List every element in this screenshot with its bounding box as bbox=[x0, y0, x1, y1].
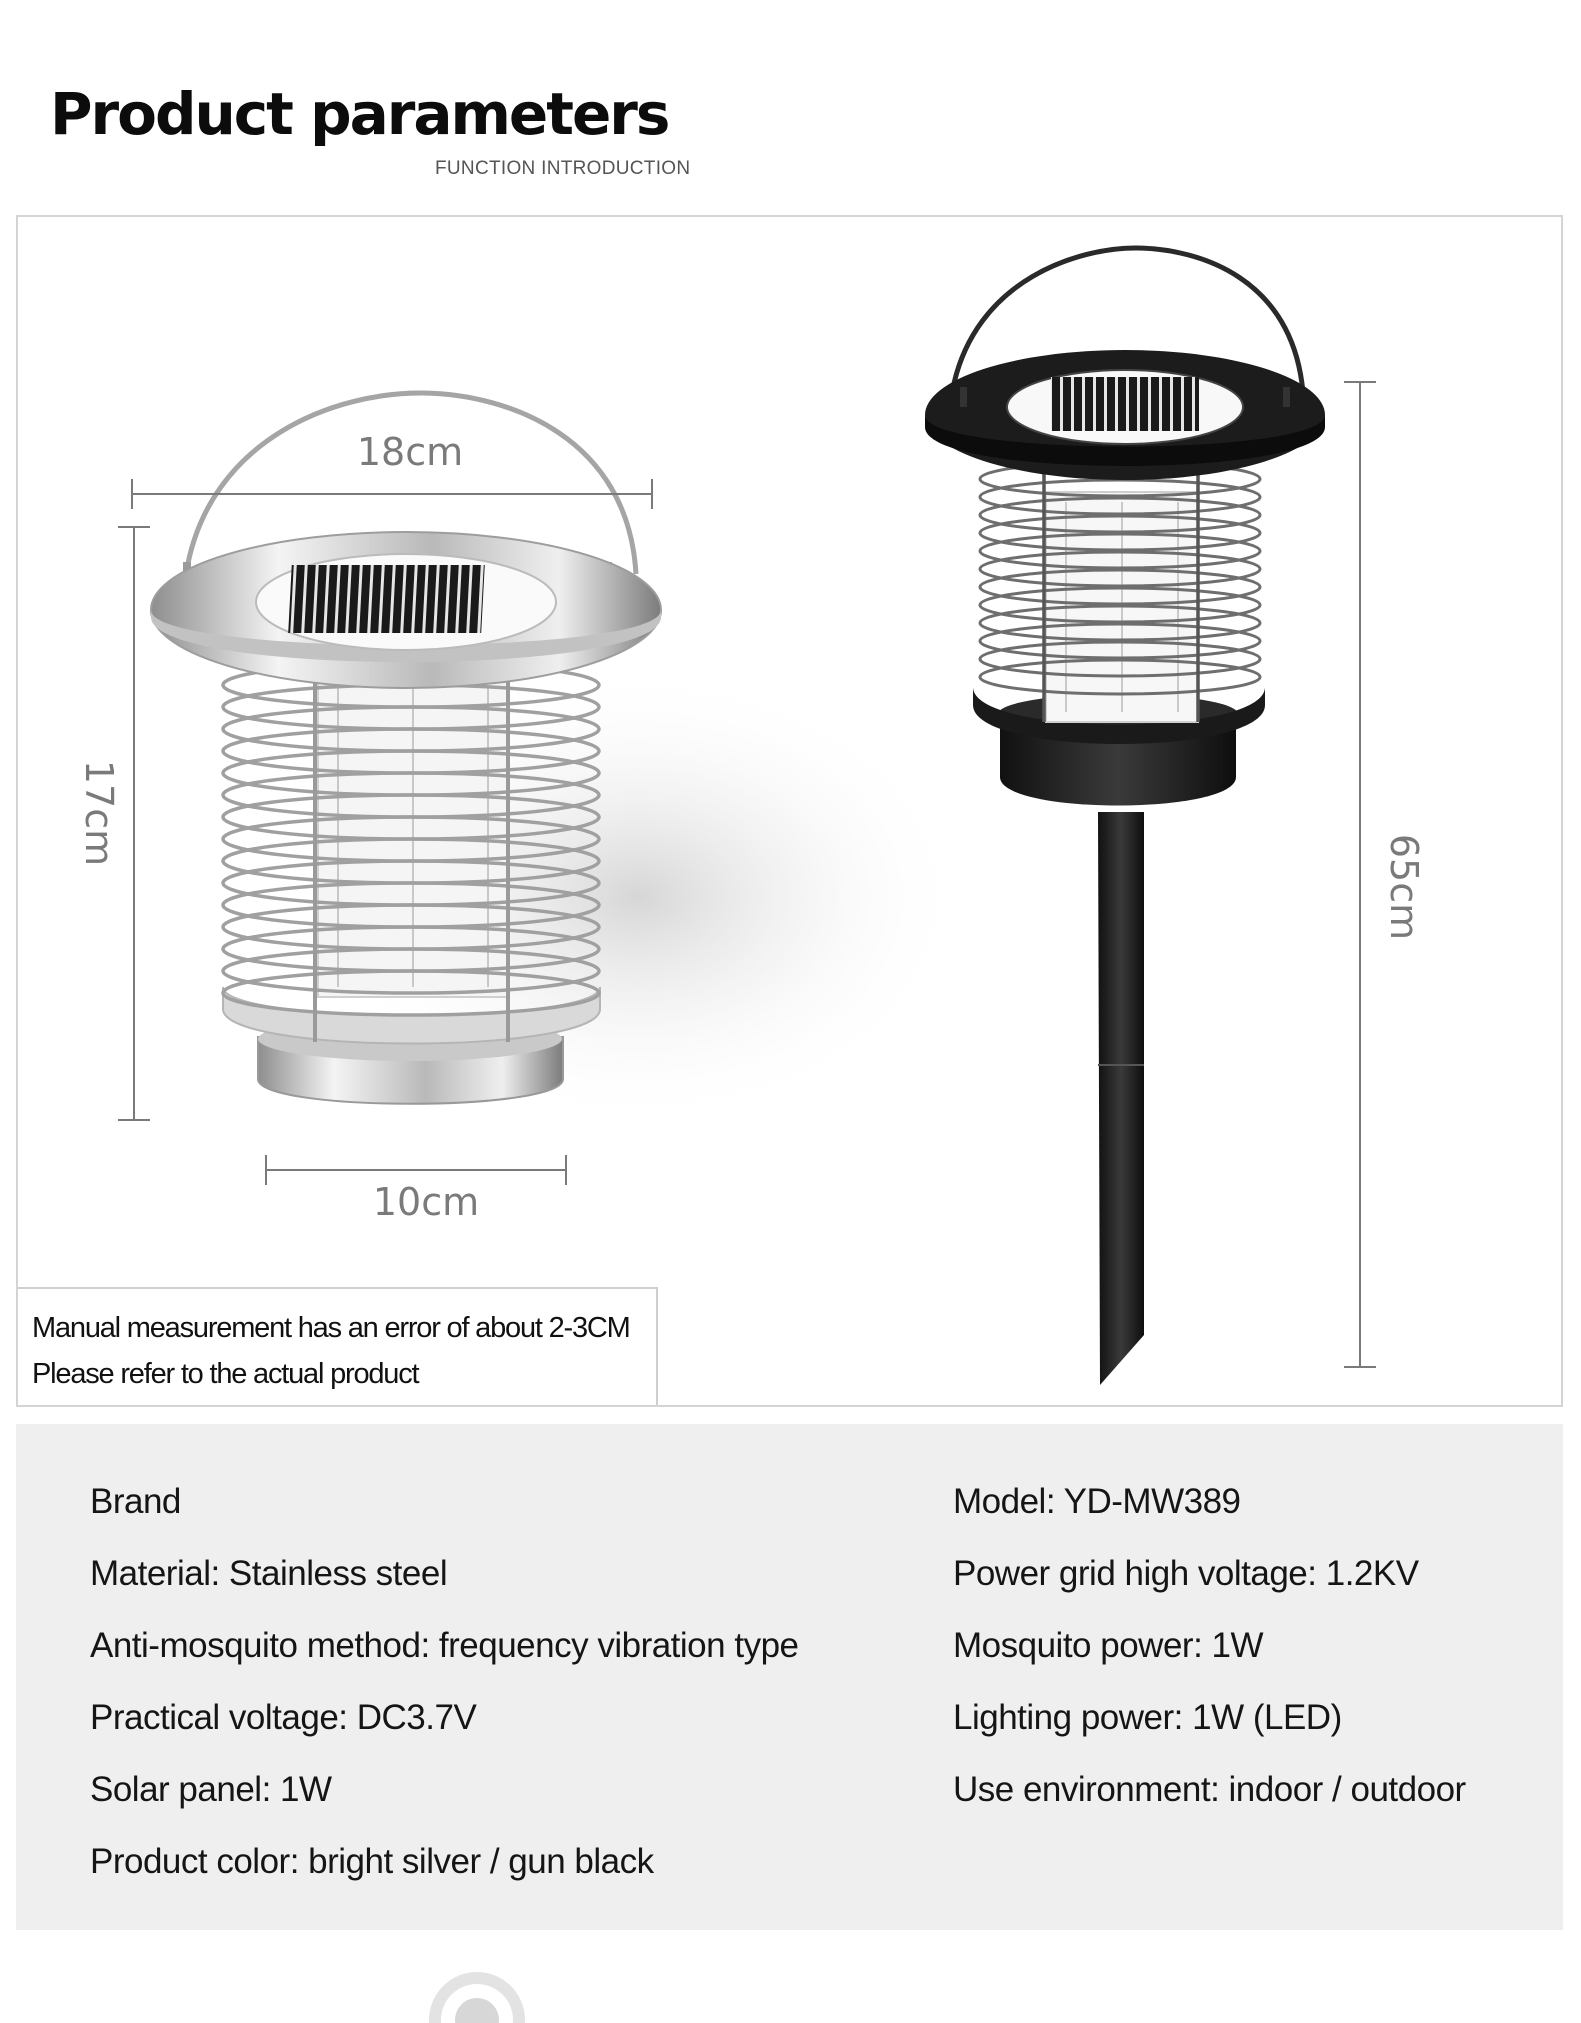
param-model: Model: YD-MW389 bbox=[953, 1482, 1241, 1521]
parameters-panel bbox=[16, 1424, 1563, 1930]
params-right-column bbox=[953, 1466, 1466, 1826]
note-line-1: Manual measurement has an error of about 2-3CM bbox=[32, 1312, 630, 1344]
param-practical-voltage: Practical voltage: DC3.7V bbox=[90, 1698, 477, 1737]
params-left-column bbox=[90, 1466, 799, 1898]
param-brand: Brand bbox=[90, 1482, 181, 1521]
param-use-environment: Use environment: indoor / outdoor bbox=[953, 1770, 1466, 1809]
note-line-2: Please refer to the actual product bbox=[32, 1358, 419, 1390]
param-lighting-power: Lighting power: 1W (LED) bbox=[953, 1698, 1342, 1737]
partial-logo-icon bbox=[425, 1968, 529, 2023]
param-solar-panel: Solar panel: 1W bbox=[90, 1770, 332, 1809]
param-product-color: Product color: bright silver / gun black bbox=[90, 1842, 654, 1881]
height-stake-label: 65cm bbox=[1382, 833, 1426, 941]
param-grid-voltage: Power grid high voltage: 1.2KV bbox=[953, 1554, 1419, 1593]
product-illustration bbox=[18, 217, 1563, 1407]
page-title: Product parameters bbox=[50, 80, 669, 148]
black-stake-lamp-image bbox=[925, 248, 1325, 1385]
page-subtitle: FUNCTION INTRODUCTION bbox=[435, 158, 691, 179]
measurement-note bbox=[18, 1287, 658, 1407]
top-width-label: 18cm bbox=[356, 430, 464, 474]
param-material: Material: Stainless steel bbox=[90, 1554, 448, 1593]
param-mosquito-power: Mosquito power: 1W bbox=[953, 1626, 1264, 1665]
silver-lamp-image bbox=[151, 393, 968, 1127]
product-image-panel bbox=[16, 215, 1563, 1407]
base-width-label: 10cm bbox=[372, 1180, 480, 1224]
height-small-label: 17cm bbox=[77, 759, 121, 867]
param-anti-mosquito-method: Anti-mosquito method: frequency vibration type bbox=[90, 1626, 799, 1665]
